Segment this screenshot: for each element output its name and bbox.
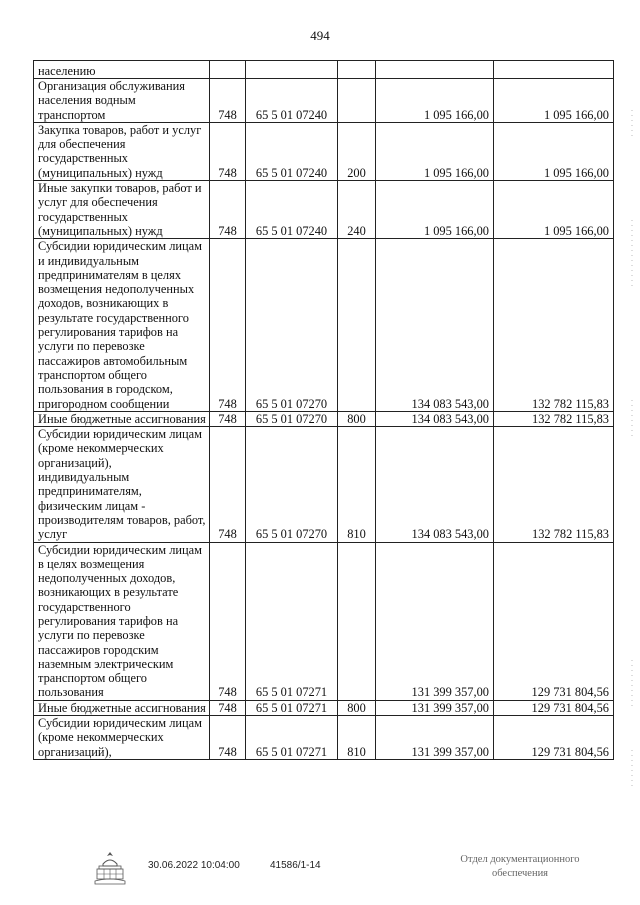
row-actual-sum: 1 095 166,00 <box>494 181 614 239</box>
table-row <box>34 700 614 715</box>
row-actual-sum: 132 782 115,83 <box>494 427 614 542</box>
row-expense-type <box>338 61 376 79</box>
row-name: Субсидии юридическим лицам в целях возмещения недополученных доходов, возникающих в результате государственного регулирования тарифов на услуги по перевозке пассажиров городским наземным электрическим транспортом общего пользования <box>34 542 210 700</box>
row-planned-sum: 134 083 543,00 <box>376 239 494 412</box>
table-row <box>34 427 614 542</box>
row-target-code: 65 5 01 07270 <box>246 411 338 426</box>
table-row <box>34 79 614 123</box>
row-name: Субсидии юридическим лицам и индивидуальным предпринимателям в целях возмещения недополученных доходов, возникающих в результате государственного регулирования тарифов на услуги по перевозке пассажиров автомобильным транспортом общего пользования в городском, пригородном сообщении <box>34 239 210 412</box>
scan-edge-marks <box>630 100 634 800</box>
table-row <box>34 542 614 700</box>
row-dept-code: 748 <box>210 542 246 700</box>
row-planned-sum: 134 083 543,00 <box>376 411 494 426</box>
row-planned-sum: 131 399 357,00 <box>376 542 494 700</box>
footer-department-stamp: Отдел документационного обеспечения <box>460 854 580 879</box>
row-expense-type: 200 <box>338 122 376 180</box>
table-row <box>34 181 614 239</box>
row-name: Иные бюджетные ассигнования <box>34 411 210 426</box>
row-actual-sum: 129 731 804,56 <box>494 716 614 760</box>
row-planned-sum: 1 095 166,00 <box>376 122 494 180</box>
row-name: населению <box>34 61 210 79</box>
row-planned-sum <box>376 61 494 79</box>
table-row <box>34 716 614 760</box>
row-name: Иные закупки товаров, работ и услуг для обеспечения государственных (муниципальных) нужд <box>34 181 210 239</box>
row-expense-type: 810 <box>338 716 376 760</box>
page-number: 494 <box>310 28 330 43</box>
budget-table <box>33 60 614 760</box>
row-dept-code: 748 <box>210 700 246 715</box>
table-row <box>34 61 614 79</box>
row-expense-type: 810 <box>338 427 376 542</box>
row-name: Субсидии юридическим лицам (кроме некоммерческих организаций), <box>34 716 210 760</box>
row-target-code <box>246 61 338 79</box>
row-target-code: 65 5 01 07240 <box>246 122 338 180</box>
row-actual-sum: 132 782 115,83 <box>494 411 614 426</box>
table-row <box>34 122 614 180</box>
row-target-code: 65 5 01 07270 <box>246 427 338 542</box>
row-actual-sum: 129 731 804,56 <box>494 700 614 715</box>
row-planned-sum: 131 399 357,00 <box>376 700 494 715</box>
city-emblem-icon <box>93 850 127 888</box>
row-dept-code <box>210 61 246 79</box>
row-expense-type: 240 <box>338 181 376 239</box>
row-expense-type <box>338 542 376 700</box>
row-target-code: 65 5 01 07270 <box>246 239 338 412</box>
row-expense-type <box>338 239 376 412</box>
row-dept-code: 748 <box>210 122 246 180</box>
row-dept-code: 748 <box>210 239 246 412</box>
row-expense-type: 800 <box>338 700 376 715</box>
row-planned-sum: 131 399 357,00 <box>376 716 494 760</box>
row-actual-sum: 1 095 166,00 <box>494 122 614 180</box>
row-expense-type: 800 <box>338 411 376 426</box>
row-target-code: 65 5 01 07271 <box>246 700 338 715</box>
footer-reg-number: 41586/1-14 <box>270 860 321 871</box>
row-target-code: 65 5 01 07271 <box>246 716 338 760</box>
row-planned-sum: 1 095 166,00 <box>376 79 494 123</box>
row-dept-code: 748 <box>210 181 246 239</box>
row-target-code: 65 5 01 07271 <box>246 542 338 700</box>
row-expense-type <box>338 79 376 123</box>
row-target-code: 65 5 01 07240 <box>246 181 338 239</box>
row-planned-sum: 134 083 543,00 <box>376 427 494 542</box>
row-actual-sum <box>494 61 614 79</box>
row-target-code: 65 5 01 07240 <box>246 79 338 123</box>
row-name: Субсидии юридическим лицам (кроме некоммерческих организаций), индивидуальным предпринимателям, физическим лицам - производителям товаров, работ, услуг <box>34 427 210 542</box>
row-actual-sum: 132 782 115,83 <box>494 239 614 412</box>
row-dept-code: 748 <box>210 79 246 123</box>
row-dept-code: 748 <box>210 411 246 426</box>
footer-datetime: 30.06.2022 10:04:00 <box>148 860 240 871</box>
row-actual-sum: 129 731 804,56 <box>494 542 614 700</box>
row-planned-sum: 1 095 166,00 <box>376 181 494 239</box>
row-name: Закупка товаров, работ и услуг для обеспечения государственных (муниципальных) нужд <box>34 122 210 180</box>
table-row <box>34 411 614 426</box>
row-dept-code: 748 <box>210 716 246 760</box>
table-row <box>34 239 614 412</box>
row-actual-sum: 1 095 166,00 <box>494 79 614 123</box>
row-name: Организация обслуживания населения водным транспортом <box>34 79 210 123</box>
row-name: Иные бюджетные ассигнования <box>34 700 210 715</box>
row-dept-code: 748 <box>210 427 246 542</box>
